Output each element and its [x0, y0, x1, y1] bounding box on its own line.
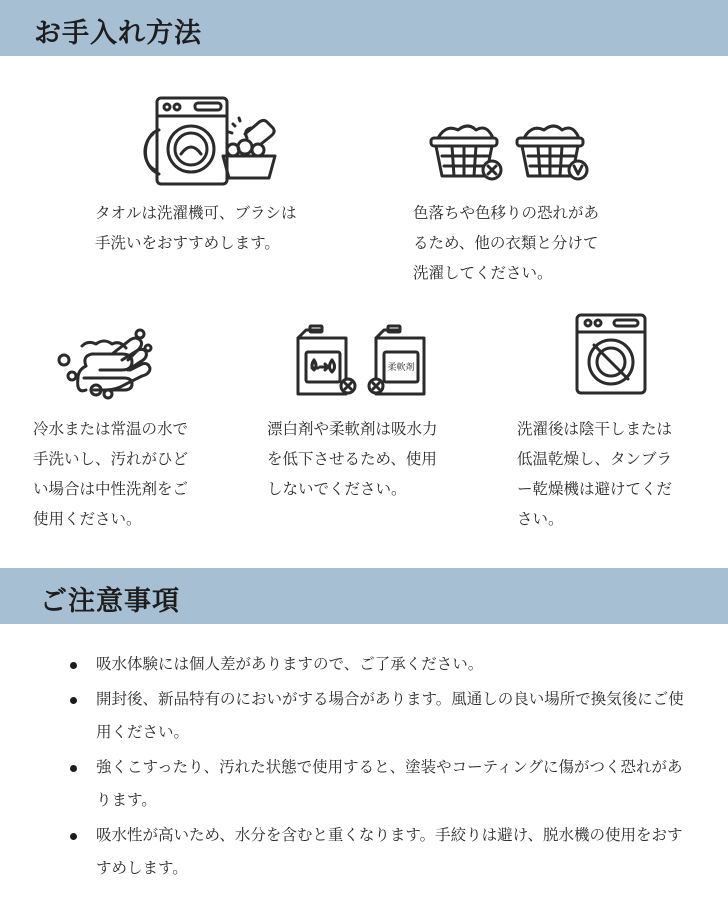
care-item-text: タオルは洗濯機可、ブラシは 手洗いをおすすめします。	[95, 204, 297, 252]
softener-label: 柔軟剤	[387, 363, 415, 373]
note-text: 吸水体験には個人差がありますので、ご了承ください。	[96, 655, 484, 673]
care-item-text: 冷水または常温の水で 手洗いし、汚れがひど い場合は中性洗剤をご 使用ください。	[33, 420, 189, 528]
notes-section-header	[0, 568, 728, 624]
list-item	[70, 648, 690, 681]
washing-machine-hand-wash-icon	[133, 94, 281, 190]
notes-section-title: ご注意事項	[40, 586, 180, 617]
laundry-baskets-icon	[428, 122, 592, 184]
hand-washing-icon	[52, 326, 156, 402]
care-item-text: 洗濯後は陰干しまたは 低温乾燥し、タンブラ ー乾燥機は避けてくだ さい。	[517, 420, 673, 528]
list-item	[70, 751, 690, 817]
bullet-icon	[70, 833, 77, 840]
care-item-text: 漂白剤や柔軟剤は吸水力 を低下させるため、使用 しないでください。	[267, 420, 438, 498]
list-item	[70, 683, 690, 749]
bullet-icon	[70, 765, 77, 772]
list-item	[70, 819, 690, 885]
note-text: 吸水性が高いため、水分を含むと重くなります。手絞りは避け、脱水機の使用をおすすめします。	[96, 826, 683, 877]
notes-list	[70, 648, 690, 887]
care-section-header	[0, 0, 728, 56]
bullet-icon	[70, 662, 77, 669]
care-section-title: お手入れ方法	[34, 18, 202, 49]
bullet-icon	[70, 697, 77, 704]
note-text: 強くこすったり、汚れた状態で使用すると、塗装やコーティングに傷がつく恐れがあります。	[96, 758, 683, 809]
care-item-text: 色落ちや色移りの恐れがあ るため、他の衣類と分けて 洗濯してください。	[413, 204, 600, 282]
no-tumble-dry-icon	[574, 312, 648, 396]
note-text: 開封後、新品特有のにおいがする場合があります。風通しの良い場所で換気後にご使用ください。	[96, 690, 684, 741]
detergent-bottles-icon	[292, 322, 436, 398]
